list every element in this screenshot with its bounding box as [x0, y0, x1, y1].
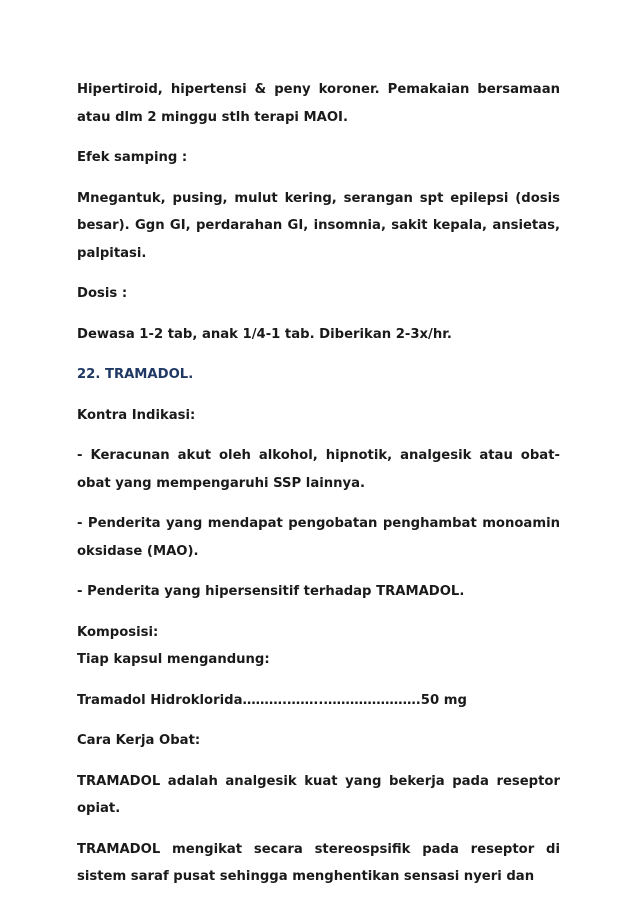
document-body: [77, 76, 560, 904]
dosage-label: Dosis :: [77, 286, 128, 301]
composition-intro: Tiap kapsul mengandung:: [77, 652, 270, 667]
side-effects-text: Mnegantuk, pusing, mulut kering, serangan spt epilepsi (dosis besar). Ggn GI, perdarahan GI, insomnia, sakit kepala, ansietas, palpitasi.: [77, 190, 560, 261]
contraindication-item-2: - Penderita yang mendapat pengobatan penghambat monoamin oksidase (MAO).: [77, 516, 560, 559]
contraindication-item-1: - Keracunan akut oleh alkohol, hipnotik, analgesik atau obat-obat yang mempengaruhi SSP lainnya.: [77, 448, 560, 491]
mechanism-text-2: TRAMADOL mengikat secara stereospsifik pada reseptor di sistem saraf pusat sehingga menghentikan sensasi nyeri dan: [77, 841, 560, 884]
composition-label: Komposisi:: [77, 624, 159, 640]
section-heading-tramadol: 22. TRAMADOL.: [77, 367, 194, 382]
contraindication-item-3: - Penderita yang hipersensitif terhadap TRAMADOL.: [77, 584, 465, 599]
contraindication-label: Kontra Indikasi:: [77, 407, 196, 423]
dosage-text: Dewasa 1-2 tab, anak 1/4-1 tab. Diberikan 2-3x/hr.: [77, 326, 452, 342]
composition-item: Tramadol Hidroklorida……….……..………………….50 mg: [77, 692, 467, 708]
contraindication-text: Hipertiroid, hipertensi & peny koroner. Pemakaian bersamaan atau dlm 2 minggu stlh terapi MAOI.: [77, 82, 560, 125]
mechanism-text-1: TRAMADOL adalah analgesik kuat yang bekerja pada reseptor opiat.: [77, 773, 560, 816]
mechanism-label: Cara Kerja Obat:: [77, 733, 201, 748]
side-effects-label: Efek samping :: [77, 150, 188, 165]
